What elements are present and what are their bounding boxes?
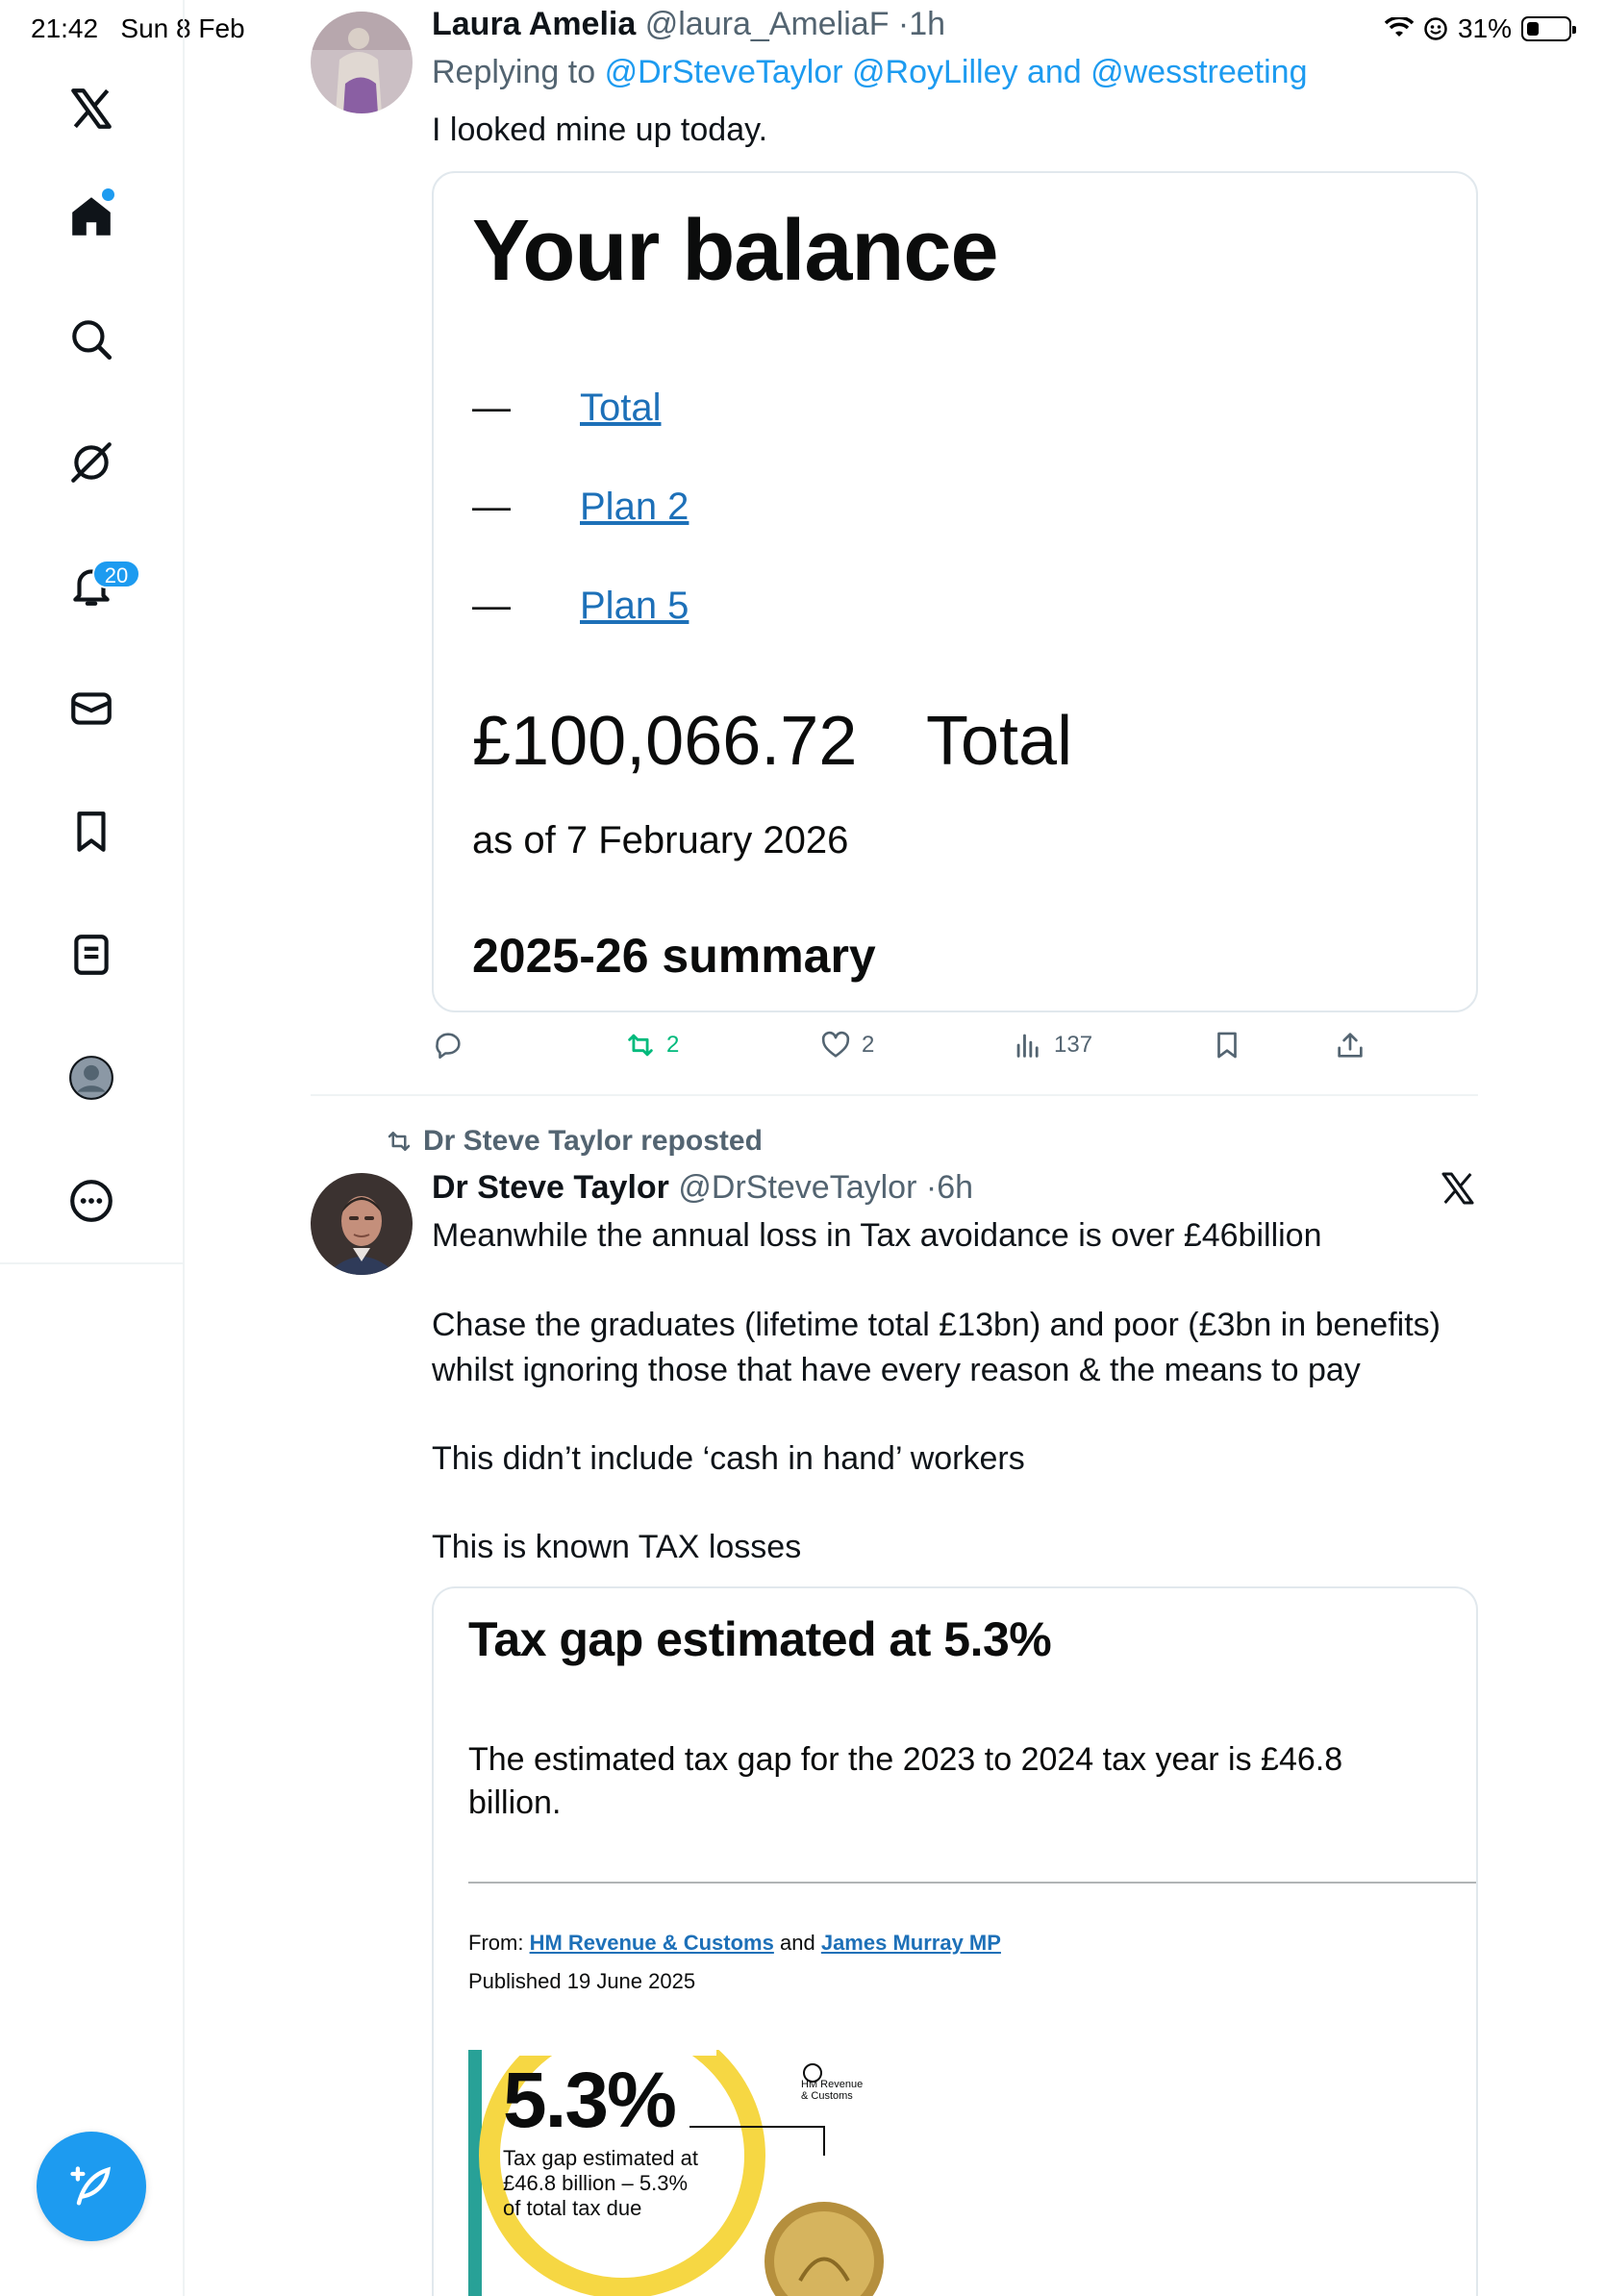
tweet-paragraph-3: This didn’t include ‘cash in hand’ workers bbox=[432, 1440, 1025, 1477]
tweet-paragraph-2: Chase the graduates (lifetime total £13bn) and poor (£3bn in benefits) whilst ignoring those that have every reason & the means to pay bbox=[432, 1307, 1441, 1388]
wifi-icon bbox=[1385, 17, 1414, 40]
tweet-paragraph-4: This is known TAX losses bbox=[432, 1529, 802, 1565]
author-handle[interactable]: @laura_AmeliaF bbox=[644, 6, 890, 42]
replying-prefix: Replying to bbox=[432, 54, 596, 90]
tweet-header bbox=[432, 6, 945, 43]
mail-icon[interactable] bbox=[58, 675, 125, 742]
link-total: Total bbox=[580, 387, 662, 429]
infographic-line-1: Tax gap estimated at bbox=[503, 2146, 699, 2170]
compose-feather-icon bbox=[66, 2161, 116, 2211]
share-icon bbox=[1334, 1029, 1366, 1061]
retweet-count: 2 bbox=[666, 1032, 680, 1058]
reply-icon bbox=[432, 1029, 464, 1061]
focus-icon bbox=[1423, 16, 1448, 41]
from-line bbox=[468, 1931, 1001, 1956]
date: Sun 8 Feb bbox=[120, 13, 245, 43]
infographic-line-2: £46.8 billion – 5.3% bbox=[503, 2171, 689, 2195]
infographic-percent: 5.3% bbox=[503, 2057, 675, 2144]
home-icon[interactable] bbox=[58, 183, 125, 250]
tweet-actions bbox=[432, 1029, 1393, 1071]
bookmark-icon bbox=[1211, 1029, 1243, 1061]
link-plan-2: Plan 2 bbox=[580, 486, 689, 528]
balance-amount: £100,066.72 bbox=[472, 703, 858, 780]
notifications-badge: 20 bbox=[92, 560, 140, 588]
separator: · bbox=[897, 6, 910, 42]
x-logo-icon[interactable] bbox=[58, 75, 125, 142]
status-indicators bbox=[1385, 13, 1571, 44]
more-icon[interactable] bbox=[58, 1167, 125, 1235]
tax-gap-title: Tax gap estimated at 5.3% bbox=[468, 1612, 1052, 1666]
infographic-caption bbox=[503, 2146, 698, 2221]
hmrc-line-1: HM Revenue bbox=[801, 2079, 864, 2090]
repost-label[interactable]: Dr Steve Taylor reposted bbox=[423, 1125, 763, 1157]
link-plan-5: Plan 5 bbox=[580, 585, 689, 627]
hmrc-logo-text bbox=[801, 2079, 863, 2102]
reply-button[interactable] bbox=[432, 1029, 464, 1061]
avatar-dr-steve-taylor[interactable] bbox=[311, 1173, 413, 1275]
tweet-divider bbox=[311, 1094, 1478, 1096]
card-rule bbox=[468, 1882, 1478, 1884]
replying-to bbox=[432, 54, 1308, 91]
author-name[interactable]: Dr Steve Taylor bbox=[432, 1169, 669, 1206]
bookmark-tweet-button[interactable] bbox=[1211, 1029, 1243, 1061]
views-icon bbox=[1012, 1029, 1044, 1061]
like-button[interactable] bbox=[819, 1029, 874, 1061]
like-count: 2 bbox=[862, 1032, 875, 1058]
from-person-link: James Murray MP bbox=[820, 1931, 1001, 1955]
from-label: From: bbox=[468, 1931, 524, 1955]
published-date: Published 19 June 2025 bbox=[468, 1969, 696, 1993]
profile-icon[interactable] bbox=[58, 1044, 125, 1111]
sidebar-divider bbox=[0, 1262, 185, 1264]
balance-image-card[interactable] bbox=[432, 171, 1478, 1012]
author-handle[interactable]: @DrSteveTaylor bbox=[678, 1169, 917, 1206]
timestamp[interactable]: 1h bbox=[909, 6, 946, 42]
retweet-button[interactable] bbox=[624, 1029, 679, 1061]
replying-mentions[interactable]: @DrSteveTaylor @RoyLilley and @wesstreeting bbox=[604, 54, 1308, 90]
x-logo-icon bbox=[1439, 1169, 1477, 1208]
list-icon[interactable] bbox=[58, 921, 125, 988]
tweet-paragraph-1: Meanwhile the annual loss in Tax avoidance is over £46billion bbox=[432, 1217, 1322, 1254]
separator: · bbox=[925, 1169, 938, 1206]
clock: 21:42 bbox=[31, 13, 99, 43]
timestamp[interactable]: 6h bbox=[937, 1169, 974, 1206]
compose-button[interactable] bbox=[37, 2132, 146, 2241]
balance-title: Your balance bbox=[472, 203, 998, 299]
views-count: 137 bbox=[1054, 1032, 1093, 1058]
tax-gap-image-card[interactable] bbox=[432, 1586, 1478, 2296]
tax-gap-description: The estimated tax gap for the 2023 to 2024 tax year is £46.8 billion. bbox=[468, 1741, 1343, 1821]
infographic-line-3: of total tax due bbox=[503, 2196, 642, 2220]
dash-3: — bbox=[472, 585, 511, 627]
sidebar bbox=[0, 0, 185, 2296]
battery-percent: 31% bbox=[1457, 13, 1512, 43]
views-button[interactable] bbox=[1012, 1029, 1092, 1061]
author-name[interactable]: Laura Amelia bbox=[432, 6, 637, 42]
summary-heading: 2025-26 summary bbox=[472, 929, 876, 983]
tweet-header bbox=[432, 1169, 973, 1207]
heart-icon bbox=[819, 1029, 852, 1061]
balance-as-of: as of 7 February 2026 bbox=[472, 819, 849, 861]
battery-icon bbox=[1521, 16, 1571, 41]
avatar-laura-amelia[interactable] bbox=[311, 12, 413, 113]
repost-icon bbox=[383, 1127, 415, 1156]
tweet-text: I looked mine up today. bbox=[432, 112, 768, 148]
balance-amount-label: Total bbox=[926, 703, 1073, 780]
tax-gap-infographic bbox=[468, 2050, 891, 2296]
bookmark-icon[interactable] bbox=[58, 798, 125, 865]
dash-1: — bbox=[472, 387, 511, 429]
from-org-link: HM Revenue & Customs bbox=[529, 1931, 774, 1955]
repost-indicator bbox=[383, 1125, 763, 1158]
search-icon[interactable] bbox=[58, 306, 125, 373]
home-unread-dot bbox=[102, 188, 114, 201]
dash-2: — bbox=[472, 486, 511, 528]
share-button[interactable] bbox=[1334, 1029, 1366, 1061]
hmrc-line-2: & Customs bbox=[801, 2090, 853, 2102]
grok-icon[interactable] bbox=[58, 429, 125, 496]
from-and: and bbox=[779, 1931, 815, 1955]
retweet-icon bbox=[624, 1029, 657, 1061]
